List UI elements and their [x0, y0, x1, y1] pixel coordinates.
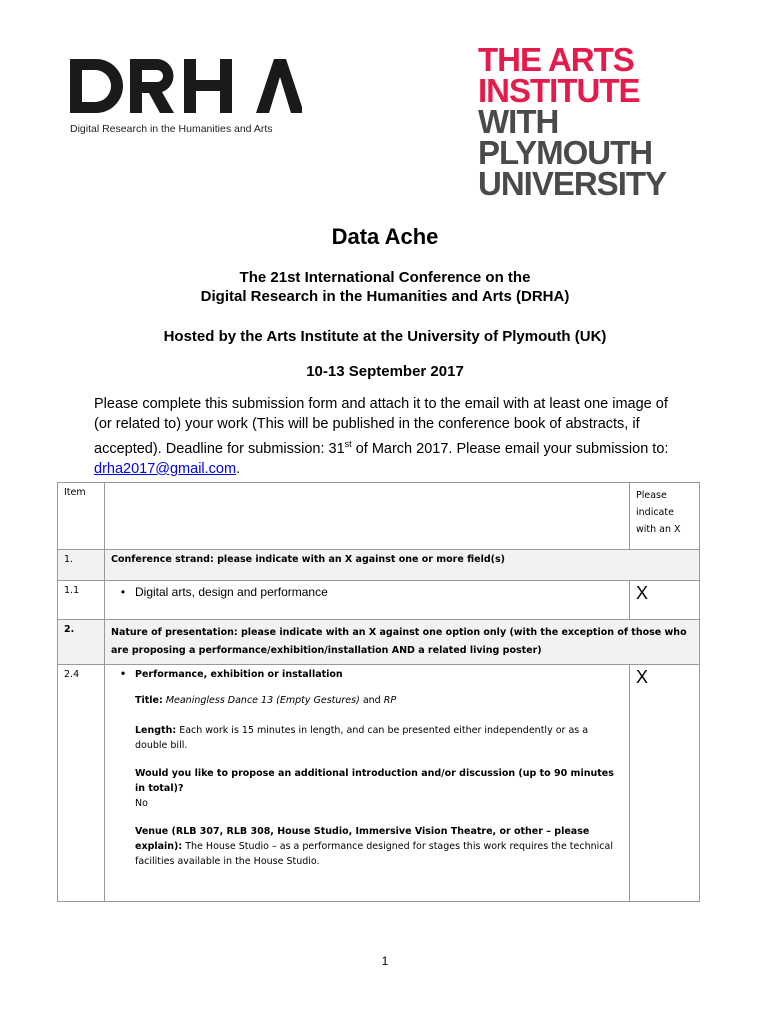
row-option	[105, 581, 630, 620]
title-label: Title:	[135, 695, 163, 706]
drha-wordmark-icon	[70, 55, 302, 117]
conference-subtitle	[0, 268, 770, 306]
title-and: and	[362, 695, 381, 706]
header-mark: Please indicate with an X	[630, 483, 700, 550]
table-row	[58, 665, 700, 902]
discussion-question: Would you like to propose an additional introduction and/or discussion (up to 90 minutes in total)?	[135, 768, 614, 794]
email-link[interactable]: drha2017@gmail.com	[94, 460, 237, 477]
row-item: 2.	[58, 620, 105, 665]
length-value: Each work is 15 minutes in length, and can be presented either independently or as a double bill.	[135, 725, 589, 751]
bullet-icon: •	[120, 585, 126, 599]
bullet-icon: •	[119, 669, 127, 680]
table-row	[58, 550, 700, 581]
arts-institute-logo	[478, 41, 667, 202]
submission-table	[57, 482, 700, 902]
row-details	[105, 665, 630, 902]
logo-line: PLYMOUTH	[478, 134, 653, 171]
conference-date: 10-13 September 2017	[306, 363, 464, 380]
intro-sup: st	[344, 439, 352, 449]
venue-value: The House Studio – as a performance designed for stages this work requires the technical facilities available in the House Studio.	[135, 841, 613, 867]
table-row	[58, 620, 700, 665]
row-heading: Conference strand: please indicate with an X against one or more field(s)	[105, 550, 700, 581]
intro-end: .	[236, 460, 241, 477]
intro-paragraph	[94, 394, 684, 479]
drha-logo	[70, 55, 310, 135]
intro-text-2: of March 2017. Please email your submission to:	[351, 440, 669, 457]
option-mark[interactable]: X	[630, 665, 700, 902]
page-title: Data Ache	[331, 224, 439, 249]
option-label: Digital arts, design and performance	[135, 585, 328, 599]
logo-line: WITH	[478, 103, 559, 140]
row-heading: Nature of presentation: please indicate with an X against one option only (with the exception of those who are proposing a performance/exhibition/installation AND a related living poster)	[105, 620, 700, 665]
venue-label: Venue (RLB 307, RLB 308, House Studio, Immersive Vision Theatre, or other – please explain):	[135, 826, 590, 852]
row-item: 1.1	[58, 581, 105, 620]
title-field	[135, 693, 623, 708]
logo-line: THE ARTS	[478, 41, 634, 78]
hosted-by: Hosted by the Arts Institute at the University of Plymouth (UK)	[163, 328, 607, 345]
title-value: Meaningless Dance 13 (Empty Gestures)	[165, 695, 360, 706]
subtitle-line-1: The 21st International Conference on the	[239, 269, 531, 286]
option-heading: Performance, exhibition or installation	[135, 669, 343, 680]
drha-tagline: Digital Research in the Humanities and Arts	[70, 123, 273, 135]
logo-line: UNIVERSITY	[478, 165, 667, 202]
discussion-answer: No	[135, 798, 148, 809]
header-blank	[105, 483, 630, 550]
title-rp: RP	[383, 695, 397, 706]
page-number: 1	[381, 954, 389, 968]
length-field	[135, 723, 623, 753]
row-item: 2.4	[58, 665, 105, 902]
row-item: 1.	[58, 550, 105, 581]
table-row	[58, 581, 700, 620]
header-item: Item	[58, 483, 105, 550]
option-mark[interactable]: X	[630, 581, 700, 620]
intro-text-1: Please complete this submission form and attach it to the email with at least one image of (or related to) your work (This will be published in the conference book of abstracts, if accepted). Deadline for submission: 31	[94, 396, 668, 457]
length-label: Length:	[135, 725, 177, 736]
venue-field	[135, 824, 623, 869]
subtitle-line-2: Digital Research in the Humanities and Arts (DRHA)	[200, 288, 570, 305]
logo-line: INSTITUTE	[478, 72, 640, 109]
table-header-row	[58, 483, 700, 550]
